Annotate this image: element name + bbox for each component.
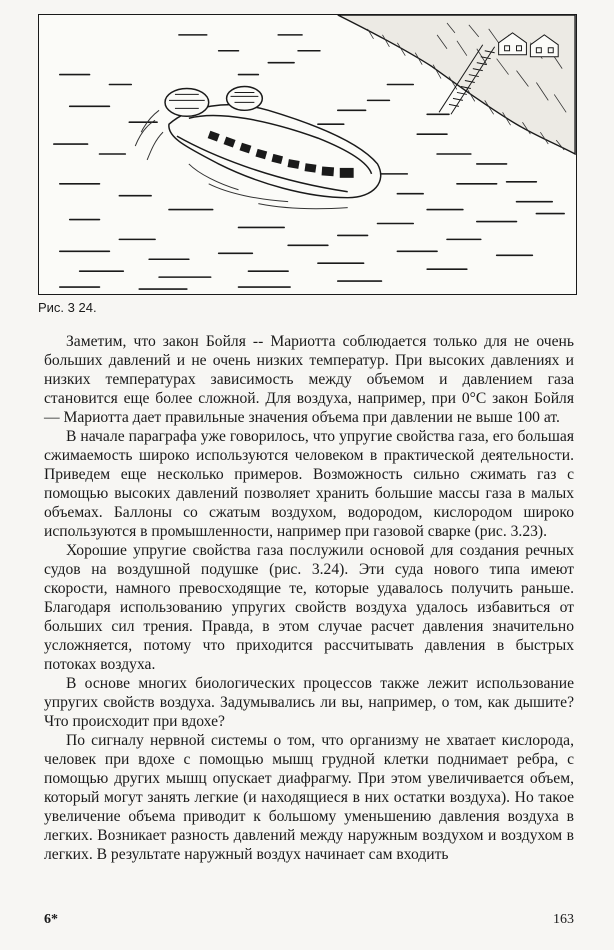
paragraph: Хорошие упругие свойства газа послужили основой для создания речных судов на воздушной подушке (рис. 3.24). Эти суда нового типа имеют скорости, намного превосходящие те, которые удавалось получить раньше. Благодаря использованию упругих свойств воздуха удалось избавиться от больших сил трения. Правда, в этом случае расчет давления значительно усложняется, потому что приходится рассчитывать давления в быстрых потоках воздуха. (44, 542, 574, 673)
paragraph: В основе многих биологических процессов также лежит использование упругих свойств воздуха. Задумывались ли вы, например, о том, как дышите? Что происходит при вдохе? (44, 675, 574, 730)
riverbank (338, 15, 575, 154)
page-number: 163 (553, 912, 574, 927)
hovercraft-illustration (38, 14, 577, 295)
page-footer (44, 912, 574, 928)
body-text (44, 332, 574, 864)
paragraph: В начале параграфа уже говорилось, что упругие свойства газа, его большая сжимаемость широко используются человеком в практической деятельности. Приведем еще несколько примеров. Возможность сильно сжимать газ с помощью высоких давлений позволяет хранить большие массы газа в малых объемах. Баллоны со сжатым воздухом, водородом, кислородом широко используются в промышленности, например при газовой сварке (рис. 3.23). (44, 428, 574, 540)
hovercraft-drawing (39, 15, 576, 294)
signature-mark: 6* (44, 912, 58, 927)
paragraph: По сигналу нервной системы о том, что организму не хватает кислорода, человек при вдохе с помощью мышц грудной клетки поднимает ребра, с помощью других мышц опускает диафрагму. При этом увеличивается объем, который могут занять легкие (и находящиеся в них остатки воздуха). Но такое увеличение объема приводит к большому уменьшению давления воздуха в легких. Возникает разность давлений между наружным воздухом и воздухом в легких. В результате наружный воздух начинает сам входить (44, 732, 574, 863)
hovercraft (165, 86, 381, 197)
figure-caption: Рис. 3 24. (38, 300, 97, 315)
paragraph: Заметим, что закон Бойля -- Мариотта соблюдается только для не очень больших давлений и не очень низких температур. При высоких давлениях и низких температурах зависимость между объемом и давлением газа становится еще более сложной. Для воздуха, например, при 0°C закон Бойля — Мариотта дает правильные значения объема при давлении не выше 100 ат. (44, 333, 574, 426)
